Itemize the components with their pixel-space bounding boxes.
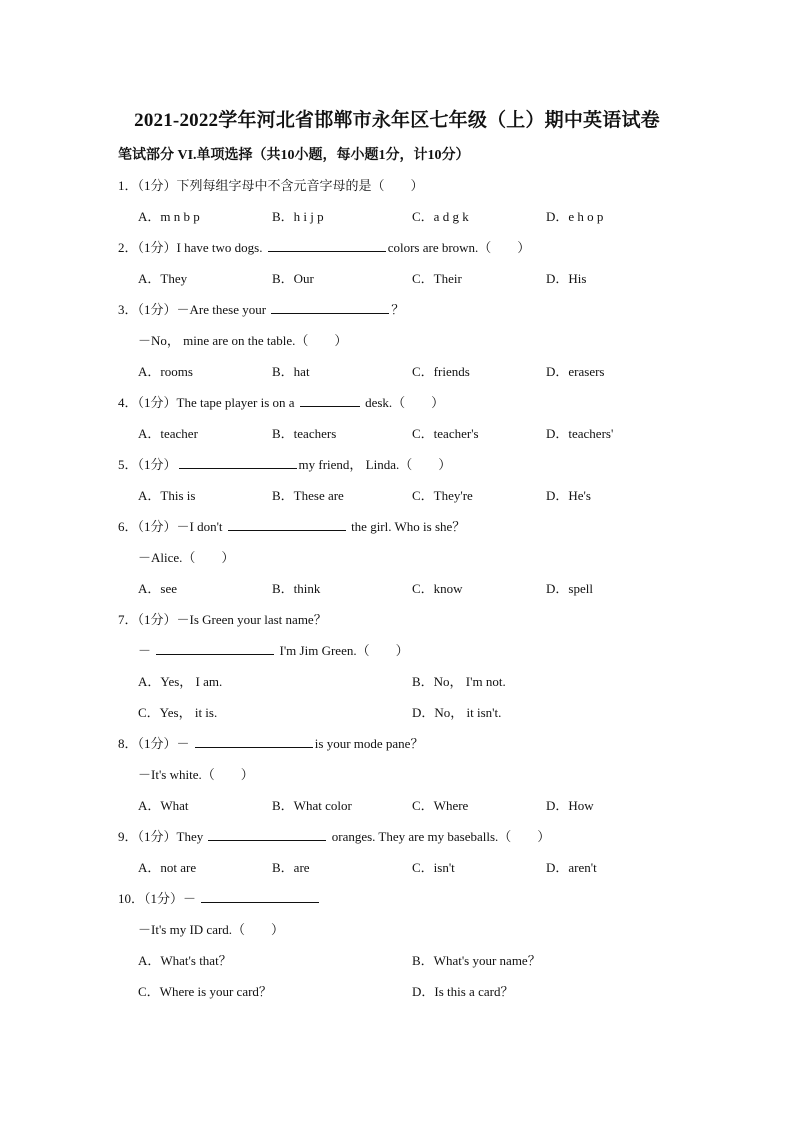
option-d: D．He's [546, 488, 591, 503]
question-number: 4．（1分） [118, 395, 177, 410]
question-7-options-row-2 [118, 697, 718, 728]
option-d: D．How [546, 798, 594, 813]
option-d: D．teachers' [546, 426, 614, 441]
page-title: 2021-2022学年河北省邯郸市永年区七年级（上）期中英语试卷 [134, 110, 660, 131]
question-number: 3．（1分） [118, 302, 177, 317]
answer-blank [228, 516, 346, 531]
option-c: C．know [412, 581, 463, 596]
option-b: B．are [272, 860, 310, 875]
question-9-stem [118, 821, 718, 852]
question-text: － [183, 891, 197, 906]
option-d: D．His [546, 271, 587, 286]
question-number: 2．（1分） [118, 240, 177, 255]
option-c: C．They're [412, 488, 473, 503]
option-c: C．Where is your card？ [138, 984, 272, 999]
option-d: D．erasers [546, 364, 605, 379]
option-c: C．friends [412, 364, 470, 379]
option-c: C．Where [412, 798, 469, 813]
option-d: D．aren't [546, 860, 597, 875]
question-5-stem [118, 449, 718, 480]
question-number: 10．（1分） [118, 891, 184, 906]
option-c: C．isn't [412, 860, 455, 875]
question-text: oranges. They are my baseballs.（ ） [331, 829, 551, 844]
question-text: is your mode pane？ [314, 736, 424, 751]
question-10-stem [118, 883, 718, 914]
question-9-options [118, 852, 718, 883]
option-c: C．teacher's [412, 426, 479, 441]
question-number: 7．（1分） [118, 612, 177, 627]
answer-blank [201, 888, 319, 903]
question-6-stem [118, 511, 718, 542]
reply-text: I'm Jim Green.（ ） [279, 643, 409, 658]
option-b: B．No， I'm not. [412, 674, 506, 689]
question-text: my friend， Linda.（ ） [298, 457, 452, 472]
option-a: A．What [138, 798, 189, 813]
answer-blank [156, 640, 274, 655]
question-4-options [118, 418, 718, 449]
answer-blank [271, 299, 389, 314]
question-list [118, 170, 718, 1007]
section-heading: 笔试部分 VI.单项选择（共10小题，每小题1分，计10分） [118, 148, 470, 163]
question-number: 5．（1分） [118, 457, 177, 472]
option-c: C．a d g k [412, 209, 469, 224]
question-7-reply [118, 635, 718, 666]
question-text: The tape player is on a [176, 395, 295, 410]
question-8-reply: －It's white.（ ） [138, 767, 254, 782]
question-number: 6．（1分） [118, 519, 177, 534]
question-text: － [176, 736, 190, 751]
answer-blank [208, 826, 326, 841]
question-1-stem [118, 170, 718, 201]
question-text: the girl. Who is she？ [351, 519, 466, 534]
option-c: C．Yes， it is. [138, 705, 218, 720]
option-a: A．see [138, 581, 177, 596]
question-text: 下列每组字母中不含元音字母的是（ ） [176, 178, 424, 193]
question-text: －I don't [176, 519, 223, 534]
question-number: 9．（1分） [118, 829, 177, 844]
question-4-stem [118, 387, 718, 418]
question-3-reply: －No， mine are on the table.（ ） [138, 333, 348, 348]
option-a: A．They [138, 271, 188, 286]
question-text: desk.（ ） [365, 395, 445, 410]
question-2-options [118, 263, 718, 294]
option-a: A．Yes， I am. [138, 674, 223, 689]
question-7-stem [118, 604, 718, 635]
question-number: 1．（1分） [118, 178, 177, 193]
question-6-reply: －Alice.（ ） [138, 550, 235, 565]
option-b: B．think [272, 581, 321, 596]
option-a: A．teacher [138, 426, 198, 441]
option-b: B．What color [272, 798, 352, 813]
question-10-options-row-1 [118, 945, 718, 976]
question-number: 8．（1分） [118, 736, 177, 751]
option-d: D．e h o p [546, 209, 604, 224]
question-text: They [176, 829, 204, 844]
option-a: A．not are [138, 860, 197, 875]
option-a: A．m n b p [138, 209, 200, 224]
option-b: B．hat [272, 364, 310, 379]
option-a: A．What's that？ [138, 953, 232, 968]
reply-dash: － [138, 643, 152, 658]
question-1-options [118, 201, 718, 232]
option-a: A．This is [138, 488, 196, 503]
option-d: D．spell [546, 581, 593, 596]
option-d: D．Is this a card？ [412, 984, 514, 999]
question-text: I have two dogs. [176, 240, 263, 255]
question-text: ？ [391, 302, 405, 317]
question-2-stem [118, 232, 718, 263]
question-10-options-row-2 [118, 976, 718, 1007]
option-a: A．rooms [138, 364, 193, 379]
question-8-stem [118, 728, 718, 759]
question-10-reply: －It's my ID card.（ ） [138, 922, 285, 937]
option-b: B．What's your name？ [412, 953, 541, 968]
question-5-options [118, 480, 718, 511]
question-text: －Is Green your last name？ [176, 612, 327, 627]
answer-blank [179, 454, 297, 469]
option-b: B．Our [272, 271, 314, 286]
option-b: B．These are [272, 488, 344, 503]
question-3-options [118, 356, 718, 387]
answer-blank [195, 733, 313, 748]
question-6-options [118, 573, 718, 604]
question-text: －Are these your [176, 302, 267, 317]
answer-blank [268, 237, 386, 252]
question-8-options [118, 790, 718, 821]
option-b: B．teachers [272, 426, 337, 441]
question-3-stem [118, 294, 718, 325]
option-c: C．Their [412, 271, 462, 286]
question-text: colors are brown.（ ） [387, 240, 531, 255]
option-b: B．h i j p [272, 209, 324, 224]
question-7-options-row-1 [118, 666, 718, 697]
answer-blank [300, 392, 360, 407]
option-d: D．No， it isn't. [412, 705, 502, 720]
